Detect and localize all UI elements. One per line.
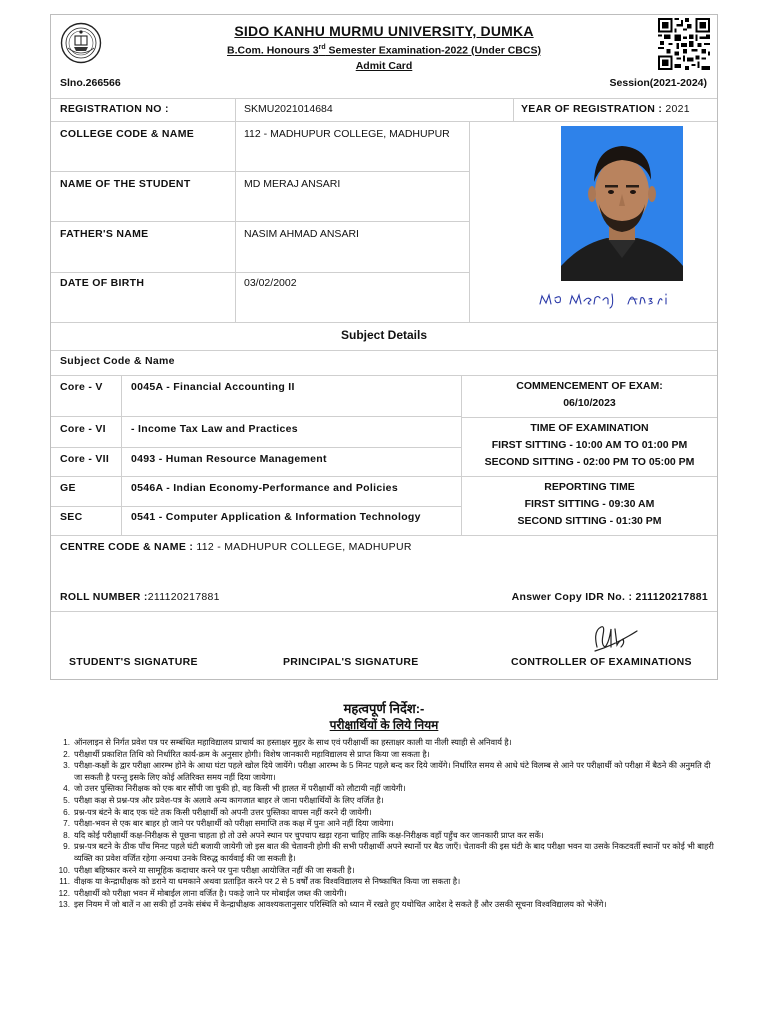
list-item [52, 830, 716, 842]
divider [469, 121, 470, 322]
list-item [52, 818, 716, 830]
principal-signature-label: PRINCIPAL'S SIGNATURE [283, 656, 419, 668]
time-of-examination [462, 420, 717, 471]
list-item [52, 899, 716, 911]
instructions-subtitle: परीक्षार्थियों के लिये नियम [329, 718, 439, 732]
divider [461, 417, 717, 418]
rule-text: यदि कोई परीक्षार्थी कक्ष-निरीक्षक से पूछना चाहता हो तो उसे अपने स्थान पर चुपचाप खड़ा रहना चाहिए ताकि कक्ष-निरीक्षक वहाँ पहुँच कर जानकारी प्राप्त कर सकें। [74, 830, 544, 840]
list-item [52, 783, 716, 795]
student-name-value: MD MERAJ ANSARI [244, 178, 341, 190]
rule-number: 1. [63, 738, 70, 747]
subject-type: Core - VI [60, 423, 106, 435]
divider [51, 447, 461, 448]
subject-details-heading: Subject Details [340, 328, 428, 342]
session: Session(2021-2024) [609, 77, 707, 89]
instructions-title: महत्वपूर्ण निर्देश:- [343, 701, 425, 716]
divider [51, 476, 717, 477]
rule-text: परीक्षार्थी को परीक्षा भवन में मोबाईल लाना वर्जित है। पकड़े जाने पर मोबाईल जब्त की जायेगी। [74, 888, 347, 898]
rule-number: 4. [63, 784, 70, 794]
college-label: COLLEGE CODE & NAME [60, 128, 195, 140]
first-reporting-time: FIRST SITTING - 09:30 AM [524, 498, 655, 510]
divider [51, 611, 717, 612]
subject-type: Core - V [60, 381, 103, 393]
rule-number: 11. [59, 877, 70, 887]
list-item [52, 795, 716, 807]
rule-text: परीक्षा कक्ष से प्रश्न-पत्र और प्रवेश-पत्र के अलावे अन्य कागजात बाहर ले जाना परीक्षार्थियों के लिए वर्जित है। [74, 795, 384, 805]
rule-number: 9. [63, 842, 70, 852]
student-photo [561, 126, 683, 281]
rule-text: प्रश्न-पत्र बटने के ठीक पाँच मिनट पहले घंटी बजायी जायेगी जो इस बात की चेतावनी होगी की सभी परीक्षार्थी अपने स्थानों पर बैठ जाएँ। चेतावनी की इस घंटी के बाद परीक्षा भवन या उसके निकटवर्ती स्थानों पर कोई भी बाहरी व्यक्ति का प्रवेश वर्जित रहेगा अन्यथा उनके विरुद्ध कार्यवाई की जा सकती है। [74, 842, 714, 863]
dob-label: DATE OF BIRTH [60, 277, 145, 289]
subject-name: 0493 - Human Resource Management [131, 453, 327, 465]
time-label: TIME OF EXAMINATION [530, 422, 649, 434]
student-signature-label: STUDENT'S SIGNATURE [69, 656, 198, 668]
rule-number: 6. [63, 807, 70, 817]
father-name-label: FATHER'S NAME [60, 228, 149, 240]
divider [513, 98, 514, 121]
subject-name: - Income Tax Law and Practices [131, 423, 298, 435]
subject-type: SEC [60, 511, 83, 523]
rule-text: ऑनलाइन से निर्गत प्रवेश पत्र पर सम्बंधित महाविद्यालय प्राचार्य का हस्ताक्षर मुहर के साथ एवं परीक्षार्थी का हस्ताक्षर काली या नीली स्याही से अनिवार्य है। [74, 738, 512, 747]
rules-list [52, 737, 716, 911]
subject-type: GE [60, 482, 76, 494]
answer-copy-number [512, 591, 708, 603]
divider [51, 272, 469, 273]
registration-label: REGISTRATION NO : [60, 103, 169, 115]
rule-number: 2. [63, 749, 70, 759]
roll-number [60, 591, 220, 603]
university-name: SIDO KANHU MURMU UNIVERSITY, DUMKA [234, 23, 534, 39]
divider [51, 350, 717, 351]
student-photo-illustration [561, 126, 683, 281]
subject-name: 0045A - Financial Accounting II [131, 381, 295, 393]
divider [51, 416, 461, 417]
commencement-label: COMMENCEMENT OF EXAM: [516, 380, 663, 392]
list-item [52, 876, 716, 888]
admit-card-title: Admit Card [355, 60, 413, 72]
second-sitting-time: SECOND SITTING - 02:00 PM TO 05:00 PM [484, 456, 695, 468]
controller-signature-label: CONTROLLER OF EXAMINATIONS [511, 656, 692, 668]
exam-title-suffix: Semester Examination-2022 (Under CBCS) [325, 44, 541, 57]
commencement-date: 06/10/2023 [563, 397, 616, 409]
divider [51, 221, 469, 222]
rule-text: जो उत्तर पुस्तिका निरीक्षक को एक बार सौंपी जा चुकी हो, वह किसी भी हालत में परीक्षार्थी को लौटायी नहीं जायेगी। [74, 784, 406, 794]
rule-text: परीक्षा-भवन से एक बार बाहर हो जाने पर परीक्षार्थी को परीक्षा समाप्ति तक कक्ष में पुनः आने नहीं दिया जायेगा। [74, 819, 394, 829]
rule-number: 12. [58, 888, 70, 898]
list-item [52, 888, 716, 900]
rule-number: 13. [58, 900, 70, 910]
centre-label: CENTRE CODE & NAME : [60, 541, 194, 553]
admit-card [50, 14, 718, 680]
reporting-time [462, 479, 717, 530]
student-signature-icon [536, 286, 676, 310]
father-name-value: NASIM AHMAD ANSARI [244, 228, 359, 240]
rule-number: 8. [63, 830, 70, 840]
rule-text: परीक्षा बहिष्कार करने या सामूहिक कदाचार करने पर पुनः परीक्षा आयोजित नहीं की जा सकती है। [74, 865, 355, 875]
year-value: 2021 [665, 103, 690, 115]
rule-text: वीक्षक या केन्द्राधीक्षक को डराने या धमकाने अथवा प्रताड़ित करने पर 2 से 5 वर्षों तक विश्वविद्यालय से निष्काषित किया जा सकता है। [74, 877, 461, 887]
divider [121, 375, 122, 535]
rule-number: 3. [63, 761, 70, 771]
subject-name: 0541 - Computer Application & Information Technology [131, 511, 421, 523]
subject-code-name-label: Subject Code & Name [60, 355, 175, 367]
list-item [52, 760, 716, 783]
commencement-of-exam [462, 378, 717, 412]
student-name-label: NAME OF THE STUDENT [60, 178, 191, 190]
qr-code-icon [658, 18, 710, 70]
subject-type: Core - VII [60, 453, 110, 465]
exam-title [51, 44, 717, 57]
second-reporting-time: SECOND SITTING - 01:30 PM [517, 515, 662, 527]
centre-value: 112 - MADHUPUR COLLEGE, MADHUPUR [196, 541, 412, 553]
exam-title-prefix: B.Com. Honours 3 [227, 44, 319, 57]
roll-label: ROLL NUMBER : [60, 591, 148, 603]
card-header [51, 15, 717, 99]
divider [51, 121, 717, 122]
answer-copy-label: Answer Copy IDR No. : [511, 591, 633, 603]
divider [51, 322, 717, 323]
rule-number: 7. [63, 819, 70, 829]
answer-copy-value: 211120217881 [635, 591, 708, 603]
divider [51, 171, 469, 172]
year-label: YEAR OF REGISTRATION : [521, 103, 663, 115]
registration-value: SKMU2021014684 [244, 103, 333, 115]
divider [51, 506, 461, 507]
exam-title-sup: rd [318, 44, 326, 51]
rule-text: परीक्षार्थी प्रकाशित तिथि को निर्धारित कार्य-क्रम के अनुसार होगी। विशेष जानकारी महाविद्यालय से प्राप्त किया जा सकता है। [74, 749, 430, 759]
rule-number: 5. [63, 795, 70, 805]
list-item [52, 865, 716, 877]
year-of-registration [521, 103, 690, 115]
rule-text: प्रश्न-पत्र बंटने के बाद एक घंटे तक किसी परीक्षार्थी को अपनी उत्तर पुस्तिका वापस नहीं करने दी जायेगी। [74, 807, 372, 817]
rule-text: परीक्षा-कक्षों के द्वार परीक्षा आरम्भ होने के आधा घंटा पहले खोल दिये जायेंगे। परीक्षा आरम्भ के 5 मिनट पहले बन्द कर दिये जायेंगे। निर्धारित समय से आधे घंटे विलम्ब से आने पर परीक्षार्थी को परीक्षा में बैठने की अनुमति दी जा सकती है परन्तु इसके लिए कोई अतिरिक्त समय नहीं दिया जायेगा। [74, 761, 711, 782]
divider [235, 98, 236, 322]
roll-value: 211120217881 [147, 591, 220, 603]
subject-name: 0546A - Indian Economy-Performance and Policies [131, 482, 398, 494]
dob-value: 03/02/2002 [244, 277, 297, 289]
list-item [52, 807, 716, 819]
centre-code-name [60, 541, 412, 553]
controller-signature-icon [591, 619, 639, 655]
rule-number: 10. [58, 865, 70, 875]
list-item [52, 737, 716, 749]
divider [51, 375, 717, 376]
reporting-label: REPORTING TIME [544, 481, 635, 493]
list-item [52, 749, 716, 761]
rule-text: इस नियम में जो बातें न आ सकी हों उनके संबंध में केन्द्राधीक्षक आवश्यकतानुसार परिस्थिति को ध्यान में रखते हुए यथोचित आदेश दे सकते हैं और उसकी सूचना विश्वविद्यालय को भेजेंगे। [74, 900, 607, 910]
divider [51, 535, 717, 536]
college-value: 112 - MADHUPUR COLLEGE, MADHUPUR [244, 128, 450, 140]
divider [51, 98, 717, 99]
serial-number: Slno.266566 [60, 77, 121, 89]
list-item [52, 841, 716, 864]
first-sitting-time: FIRST SITTING - 10:00 AM TO 01:00 PM [491, 439, 688, 451]
